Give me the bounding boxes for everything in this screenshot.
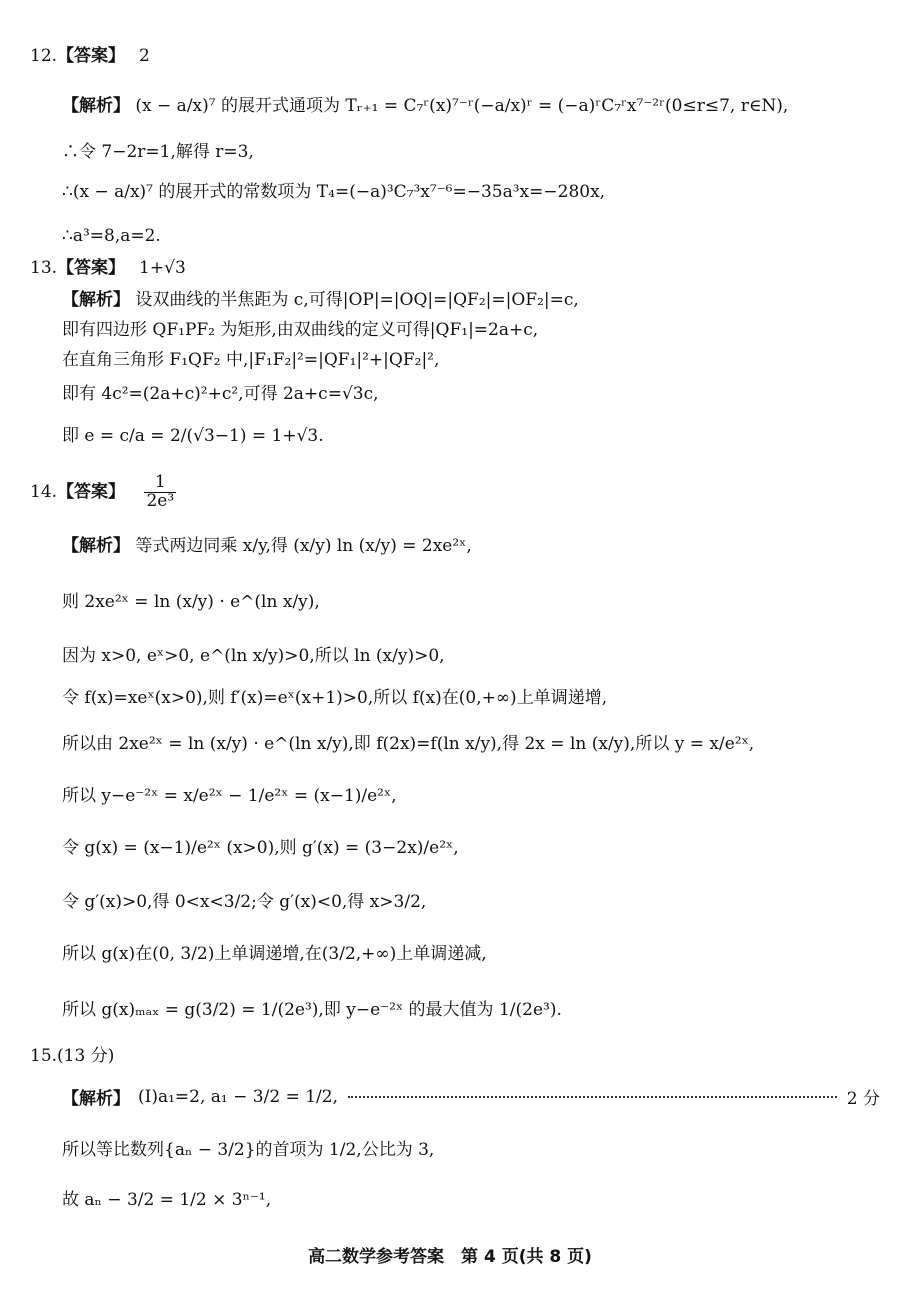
q15-line: (Ⅰ)a₁=2, a₁ − 3/2 = 1/2,: [138, 1086, 338, 1107]
q13-line: 即有四边形 QF₁PF₂ 为矩形,由双曲线的定义可得|QF₁|=2a+c,: [62, 320, 539, 340]
q15-number: 15.: [30, 1046, 58, 1066]
q13-analysis-tag: 【解析】: [62, 290, 130, 310]
q14-answer-tag: 【答案】: [57, 481, 126, 502]
q13-analysis-line-1: [62, 290, 880, 310]
q14-analysis-line-7: [62, 838, 880, 858]
q12-line: ∴a³=8,a=2.: [62, 226, 161, 246]
q14-analysis-line-2: [62, 592, 880, 612]
q12-answer-tag: 【答案】: [57, 46, 126, 66]
q15-analysis-line-1: [62, 1084, 880, 1109]
q14-analysis-line-4: [62, 688, 880, 708]
q12-analysis-line-1: [62, 96, 880, 116]
q14-answer-numerator: 1: [144, 474, 176, 493]
q13-analysis-line-4: [62, 384, 880, 404]
q14-answer-fraction: [144, 474, 176, 511]
score-leader-dots: [348, 1096, 837, 1098]
q13-answer-tag: 【答案】: [57, 258, 126, 278]
q14-line: 令 f(x)=xeˣ(x>0),则 f′(x)=eˣ(x+1)>0,所以 f(x)在(0,+∞)上单调递增,: [62, 688, 608, 708]
page-footer: 高二数学参考答案 第 4 页(共 8 页): [308, 1247, 592, 1267]
q13-header: [30, 258, 186, 278]
q12-number: 12.: [30, 46, 58, 66]
q14-analysis-tag: 【解析】: [62, 536, 130, 556]
q13-analysis-line-5: [62, 426, 880, 446]
q15-line: 故 aₙ − 3/2 = 1/2 × 3ⁿ⁻¹,: [62, 1190, 272, 1210]
q14-analysis-line-8: [62, 892, 880, 912]
q14-analysis-line-1: [62, 536, 880, 556]
q14-analysis-line-5: [62, 734, 880, 754]
q12-analysis-tag: 【解析】: [62, 96, 130, 116]
q12-line: ∴令 7−2r=1,解得 r=3,: [62, 142, 254, 162]
q14-line: 令 g′(x)>0,得 0<x<3/2;令 g′(x)<0,得 x>3/2,: [62, 892, 427, 912]
q12-analysis-line-3: [62, 182, 880, 202]
q13-line: 在直角三角形 F₁QF₂ 中,|F₁F₂|²=|QF₁|²+|QF₂|²,: [62, 350, 440, 370]
q13-answer: 1+√3: [139, 258, 186, 278]
q14-line: 令 g(x) = (x−1)/e²ˣ (x>0),则 g′(x) = (3−2x)/e²ˣ,: [62, 838, 459, 858]
q14-analysis-line-10: [62, 1000, 880, 1020]
q14-line: 所以 g(x)在(0, 3/2)上单调递增,在(3/2,+∞)上单调递减,: [62, 944, 487, 964]
q14-line: 所以 y−e⁻²ˣ = x/e²ˣ − 1/e²ˣ = (x−1)/e²ˣ,: [62, 786, 397, 806]
q14-line: 等式两边同乘 x/y,得 (x/y) ln (x/y) = 2xe²ˣ,: [135, 536, 472, 556]
q15-analysis-tag: 【解析】: [62, 1089, 130, 1109]
q14-header: [30, 474, 176, 511]
q14-line: 所以由 2xe²ˣ = ln (x/y) · e^(ln x/y),即 f(2x)=f(ln x/y),得 2x = ln (x/y),所以 y = x/e²ˣ,: [62, 734, 755, 754]
q15-line1-score: 2 分: [846, 1089, 880, 1109]
q12-analysis-line-2: [62, 142, 880, 162]
q13-line: 即 e = c/a = 2/(√3−1) = 1+√3.: [62, 426, 324, 446]
q15-score: (13 分): [57, 1046, 115, 1066]
q15-analysis-line-2: [62, 1140, 880, 1160]
q15-line: 所以等比数列{aₙ − 3/2}的首项为 1/2,公比为 3,: [62, 1140, 435, 1160]
q13-line: 即有 4c²=(2a+c)²+c²,可得 2a+c=√3c,: [62, 384, 379, 404]
q13-number: 13.: [30, 258, 58, 278]
q12-answer: 2: [139, 46, 150, 66]
q13-line: 设双曲线的半焦距为 c,可得|OP|=|OQ|=|QF₂|=|OF₂|=c,: [135, 290, 579, 310]
q13-analysis-line-3: [62, 350, 880, 370]
q14-analysis-line-3: [62, 646, 880, 666]
q14-line: 所以 g(x)ₘₐₓ = g(3/2) = 1/(2e³),即 y−e⁻²ˣ 的最大值为 1/(2e³).: [62, 1000, 562, 1020]
q15-header: [30, 1046, 114, 1066]
q12-line: ∴(x − a/x)⁷ 的展开式的常数项为 T₄=(−a)³C₇³x⁷⁻⁶=−35a³x=−280x,: [62, 182, 606, 202]
q14-line: 则 2xe²ˣ = ln (x/y) · e^(ln x/y),: [62, 592, 320, 612]
q12-analysis-line-4: [62, 226, 880, 246]
q14-analysis-line-9: [62, 944, 880, 964]
q14-line: 因为 x>0, eˣ>0, e^(ln x/y)>0,所以 ln (x/y)>0,: [62, 646, 445, 666]
q12-line: (x − a/x)⁷ 的展开式通项为 Tᵣ₊₁ = C₇ʳ(x)⁷⁻ʳ(−a/x)ʳ = (−a)ʳC₇ʳx⁷⁻²ʳ(0≤r≤7, r∈N),: [135, 96, 789, 116]
q14-answer-denominator: 2e³: [146, 490, 175, 511]
q15-analysis-line-3: [62, 1190, 880, 1210]
q14-analysis-line-6: [62, 786, 880, 806]
q12-header: [30, 46, 150, 66]
q14-number: 14.: [30, 481, 58, 502]
q13-analysis-line-2: [62, 320, 880, 340]
